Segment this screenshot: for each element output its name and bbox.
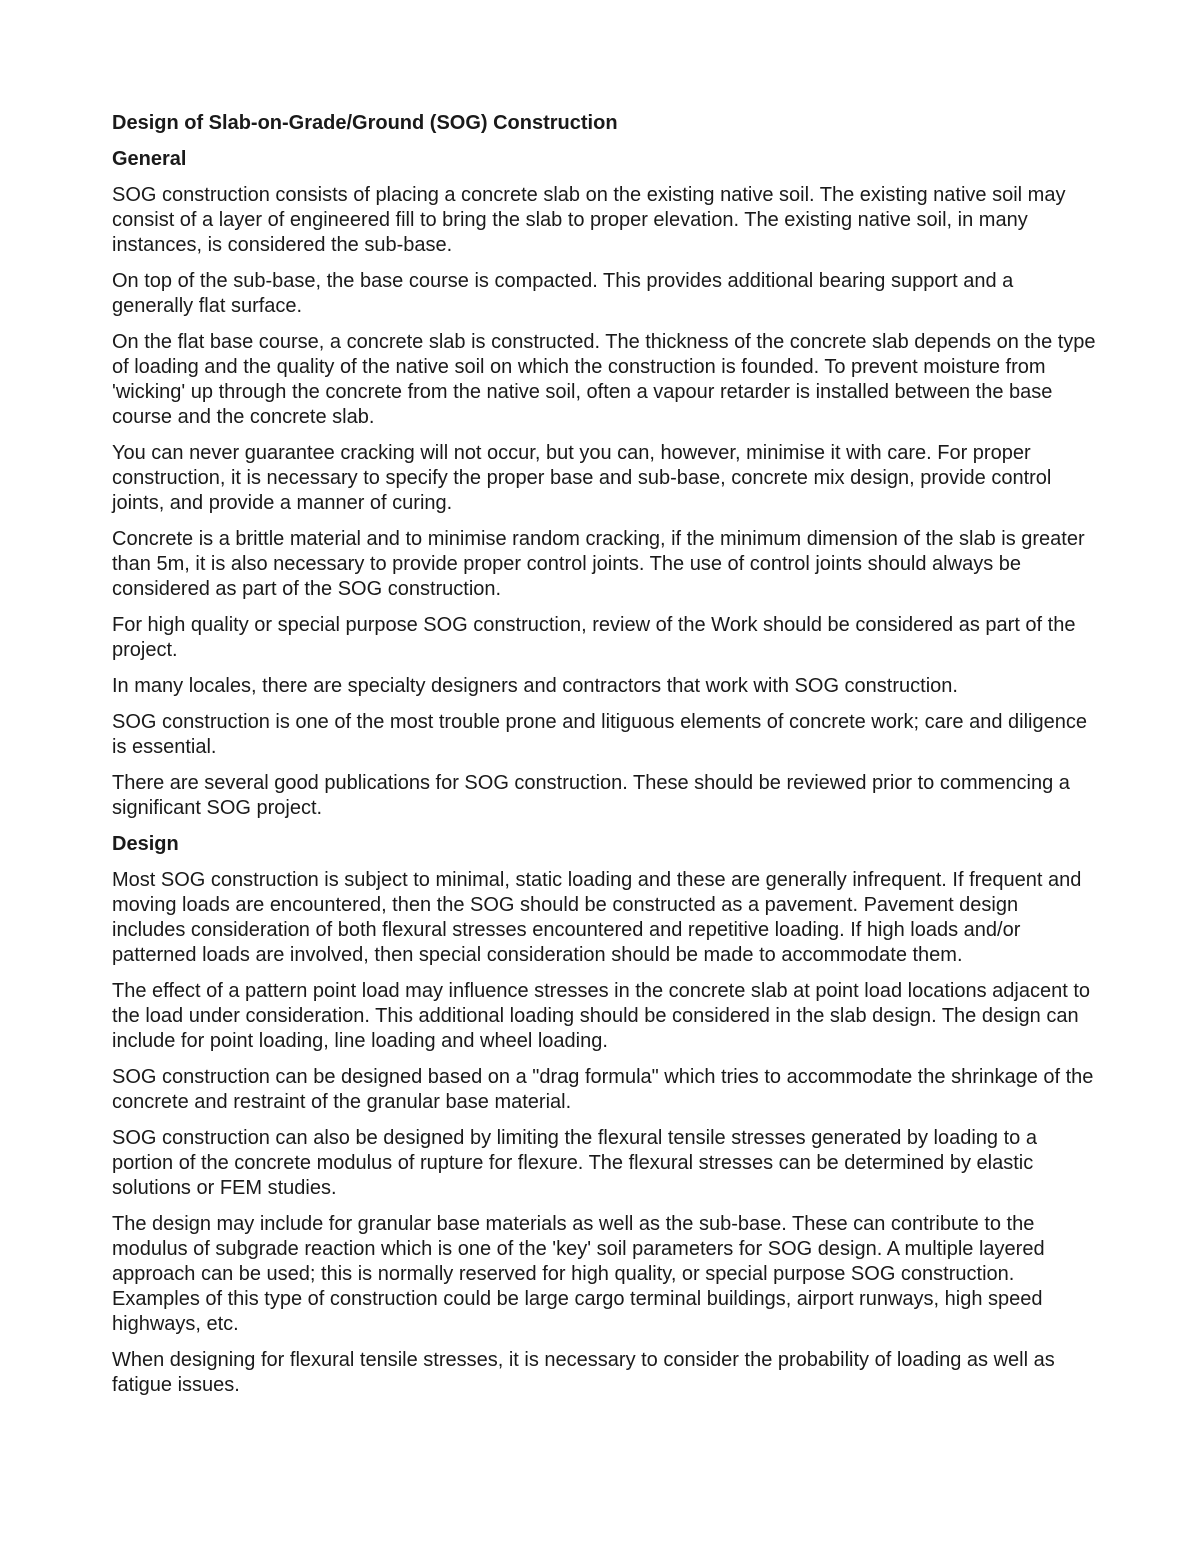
section-design bbox=[112, 832, 1097, 1398]
section-general bbox=[112, 147, 1097, 821]
paragraph: For high quality or special purpose SOG construction, review of the Work should be considered as part of the project. bbox=[112, 614, 1076, 661]
paragraph: Most SOG construction is subject to minimal, static loading and these are generally infrequent. If frequent and moving loads are encountered, then the SOG should be constructed as a pavement. Pavement design includes consideration of both flexural stresses encountered and repetitive loading. If high loads and/or patterned loads are involved, then special consideration should be made to accommodate them. bbox=[112, 869, 1082, 966]
paragraph: When designing for flexural tensile stresses, it is necessary to consider the probability of loading as well as fatigue issues. bbox=[112, 1349, 1055, 1396]
paragraph: On the flat base course, a concrete slab is constructed. The thickness of the concrete slab depends on the type of loading and the quality of the native soil on which the construction is founded. To prevent moisture from 'wicking' up through the concrete from the native soil, often a vapour retarder is installed between the base course and the concrete slab. bbox=[112, 331, 1096, 428]
paragraph: The design may include for granular base materials as well as the sub-base. These can contribute to the modulus of subgrade reaction which is one of the 'key' soil parameters for SOG design. A multiple layered approach can be used; this is normally reserved for high quality, or special purpose SOG construction. Examples of this type of construction could be large cargo terminal buildings, airport runways, high speed highways, etc. bbox=[112, 1213, 1045, 1335]
paragraph: In many locales, there are specialty designers and contractors that work with SOG construction. bbox=[112, 675, 958, 697]
document-page bbox=[112, 111, 1097, 1409]
paragraph: The effect of a pattern point load may influence stresses in the concrete slab at point load locations adjacent to the load under consideration. This additional loading should be considered in the slab design. The design can include for point loading, line loading and wheel loading. bbox=[112, 980, 1091, 1052]
paragraph: You can never guarantee cracking will not occur, but you can, however, minimise it with care. For proper construction, it is necessary to specify the proper base and sub-base, concrete mix design, provide control joints, and provide a manner of curing. bbox=[112, 442, 1052, 514]
paragraph: There are several good publications for SOG construction. These should be reviewed prior to commencing a significant SOG project. bbox=[112, 772, 1070, 819]
paragraph: SOG construction can be designed based on a "drag formula" which tries to accommodate the shrinkage of the concrete and restraint of the granular base material. bbox=[112, 1066, 1094, 1113]
paragraph: SOG construction consists of placing a concrete slab on the existing native soil. The existing native soil may consist of a layer of engineered fill to bring the slab to proper elevation. The existing native soil, in many instances, is considered the sub-base. bbox=[112, 184, 1066, 256]
section-heading-design: Design bbox=[112, 833, 179, 855]
document-title: Design of Slab-on-Grade/Ground (SOG) Construction bbox=[112, 112, 618, 134]
paragraph: On top of the sub-base, the base course is compacted. This provides additional bearing support and a generally flat surface. bbox=[112, 270, 1014, 317]
paragraph: Concrete is a brittle material and to minimise random cracking, if the minimum dimension of the slab is greater than 5m, it is also necessary to provide proper control joints. The use of control joints should always be considered as part of the SOG construction. bbox=[112, 528, 1085, 600]
paragraph: SOG construction is one of the most trouble prone and litiguous elements of concrete work; care and diligence is essential. bbox=[112, 711, 1087, 758]
section-heading-general: General bbox=[112, 148, 187, 170]
paragraph: SOG construction can also be designed by limiting the flexural tensile stresses generated by loading to a portion of the concrete modulus of rupture for flexure. The flexural stresses can be determined by elastic solutions or FEM studies. bbox=[112, 1127, 1037, 1199]
